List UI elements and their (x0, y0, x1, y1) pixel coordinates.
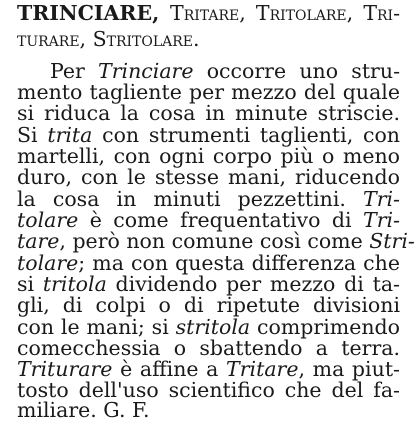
entry-heading-line-2 (17, 27, 200, 51)
text-run: si riduca la cosa in minute striscie. (17, 101, 400, 125)
italic-term: Trinciare (98, 59, 194, 83)
text-run: mento tagliente per mezzo del quale (17, 80, 400, 104)
entry-heading-line-1 (17, 1, 400, 25)
text-run: la cosa in minuti pezzettini. (17, 187, 364, 211)
italic-term: Tritare (226, 357, 299, 381)
headword: TRINCIARE, (17, 1, 171, 25)
body-line (17, 398, 150, 422)
italic-term: tolare (17, 208, 79, 232)
body-line (17, 101, 400, 125)
text-run: Si (17, 123, 48, 147)
italic-term: tare (17, 229, 60, 253)
text-run: martelli, con ogni corpo più o meno (17, 144, 400, 168)
text-run: , però non comune così come (59, 229, 370, 253)
small-caps-text: Tritare, Tritolare, Tri- (170, 1, 400, 25)
text-run: occorre uno stru- (193, 59, 400, 83)
text-run: è affine a (112, 357, 227, 381)
body-line (17, 293, 400, 317)
text-run: comprimendo (250, 315, 401, 339)
italic-term: stritola (175, 315, 251, 339)
body-line (17, 165, 400, 189)
text-run: Per (50, 59, 99, 83)
text-run: dividendo per mezzo di ta- (106, 272, 400, 296)
text-run: , ma piut- (298, 357, 400, 381)
text-run: gli, di colpi o di ripetute divisioni (17, 293, 400, 317)
italic-term: Tri- (363, 187, 400, 211)
italic-term: tritola (42, 272, 107, 296)
italic-term: tolare (17, 251, 79, 275)
text-run: tosto dell'uso scientifico che del fa- (17, 378, 400, 402)
text-run: è come frequentativo di (78, 208, 364, 232)
body-line (17, 229, 415, 253)
small-caps-text: turare, Stritolare. (17, 27, 200, 51)
text-run: con le mani; si (17, 315, 176, 339)
italic-term: Stri- (369, 229, 415, 253)
italic-term: Triturare (17, 357, 113, 381)
text-run: duro, con le stesse mani, riducendo (17, 165, 400, 189)
text-run: si (17, 272, 43, 296)
text-run: ; ma con questa differenza che (78, 251, 400, 275)
text-run: miliare. G. F. (17, 398, 150, 422)
italic-term: trita (47, 123, 93, 147)
text-run: con strumenti taglienti, con (92, 123, 400, 147)
italic-term: Tri- (363, 208, 400, 232)
text-run: comecchessia o sbattendo a terra. (17, 336, 400, 360)
